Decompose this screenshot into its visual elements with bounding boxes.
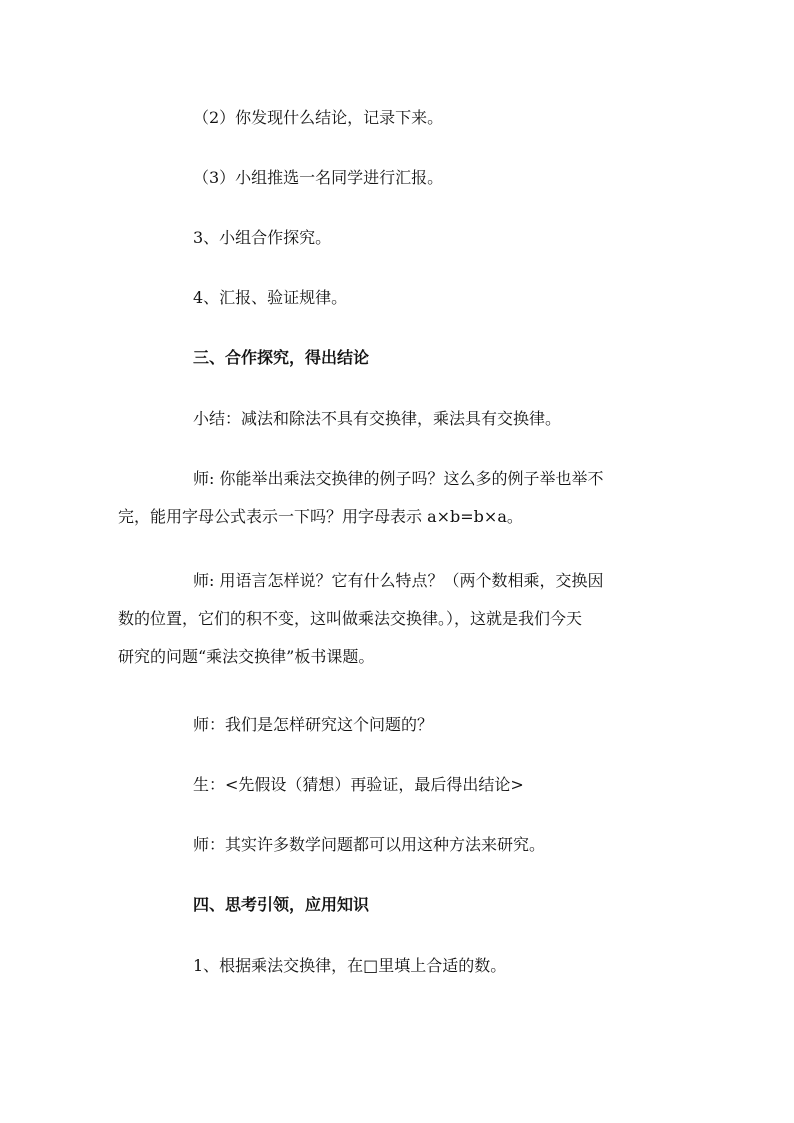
- item-3-text: 3、小组合作探究。: [193, 228, 332, 247]
- section-3-heading: 三、合作探究，得出结论: [193, 348, 370, 367]
- teacher-question-3: 师：我们是怎样研究这个问题的？: [193, 715, 434, 734]
- teacher-question-2-line-3: 研究的问题“乘法交换律”板书课题。: [118, 647, 375, 666]
- student-answer: 生：<先假设（猜想）再验证，最后得出结论>: [193, 775, 524, 794]
- teacher-question-2: [118, 571, 682, 667]
- summary-text: 小结：减法和除法不具有交换律，乘法具有交换律。: [193, 409, 562, 428]
- step-3-text: （3）小组推选一名同学进行汇报。: [193, 168, 444, 187]
- teacher-question-2-line-2: 数的位置，它们的积不变，这叫做乘法交换律。），这就是我们今天: [118, 609, 583, 628]
- teacher-remark: 师：其实许多数学问题都可以用这种方法来研究。: [193, 835, 546, 854]
- item-4-text: 4、汇报、验证规律。: [193, 288, 348, 307]
- teacher-question-2-line-1: 师: 用语言怎样说？它有什么特点？（两个数相乘，交换因: [193, 571, 604, 590]
- section-4-heading: 四、思考引领，应用知识: [193, 895, 370, 914]
- teacher-question-1-line-2: 完，能用字母公式表示一下吗？用字母表示 a×b=b×a。: [118, 507, 523, 526]
- exercise-1-text: 1、根据乘法交换律，在□里填上合适的数。: [193, 956, 507, 975]
- teacher-question-1-line-1: 师: 你能举出乘法交换律的例子吗？这么多的例子举也举不: [193, 469, 604, 488]
- step-2-text: （2）你发现什么结论，记录下来。: [193, 108, 444, 127]
- teacher-question-1: [118, 469, 682, 527]
